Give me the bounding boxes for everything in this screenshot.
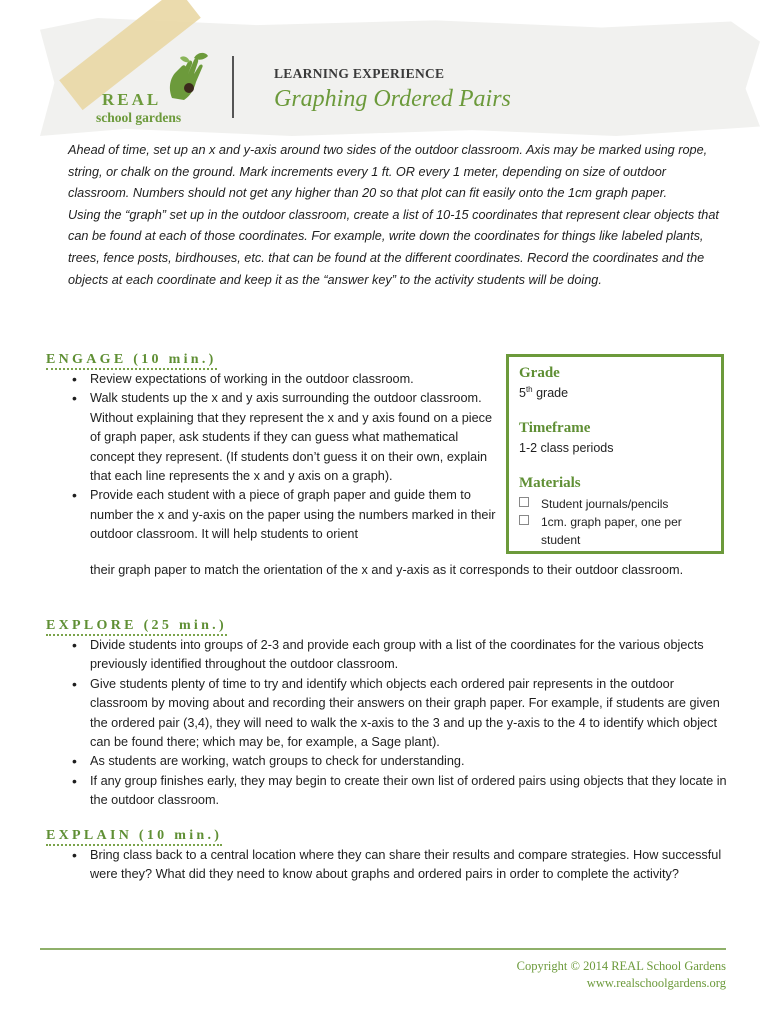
info-sidebar xyxy=(506,354,724,554)
checkbox-icon xyxy=(519,497,529,507)
materials-item-continued: student xyxy=(541,533,581,547)
copyright-text: Copyright © 2014 REAL School Gardens xyxy=(516,959,726,973)
materials-item: 1cm. graph paper, one per xyxy=(519,514,719,531)
explore-list xyxy=(68,636,728,811)
gardening-hands-icon xyxy=(164,52,210,102)
grade-heading: Grade xyxy=(519,365,560,381)
timeframe-value: 1-2 class periods xyxy=(519,441,614,455)
list-item: • Provide each student with a piece of graph paper and guide them to number the x and y-axis on the paper using the numbers marked in their outdoor classroom. It will help students to orient xyxy=(68,486,500,544)
list-item: • Bring class back to a central location where they can share their results and compare strategies. How successful were they? What did they need to know about graphs and ordered pairs in order to complete the activity? xyxy=(68,846,728,885)
list-item: • Give students plenty of time to try and identify which objects each ordered pair represents in the outdoor classroom by moving about and recording their answers on their graph paper. For example, if students are given the ordered pair (3,4), they will need to walk the x-axis to the 3 and up the y-axis to the 4 to identify which object can be found there; which may be, for example, a Sage plant). xyxy=(68,675,728,753)
grade-value: 5th grade xyxy=(519,385,569,401)
engage-list xyxy=(68,370,500,545)
list-item: • As students are working, watch groups to check for understanding. xyxy=(68,752,728,771)
explain-list xyxy=(68,846,728,885)
engage-continuation: their graph paper to match the orientation of the x and y-axis as it corresponds to their outdoor classroom. xyxy=(90,563,684,577)
explore-heading: EXPLORE (25 min.) xyxy=(46,618,227,636)
intro-paragraph: Using the “graph” set up in the outdoor classroom, create a list of 10-15 coordinates that represent clear objects that can be found at each of those coordinates. For example, write down the coordinates for things like labeled plants, trees, fence posts, birdhouses, etc. that can be found at the different coordinates. Record the coordinates and the objects at each coordinate and keep it as the “answer key” to the activity students will be doing. xyxy=(68,207,719,287)
logo-wordmark: REAL xyxy=(102,90,162,109)
logo xyxy=(82,52,222,132)
intro-paragraph: Ahead of time, set up an x and y-axis around two sides of the outdoor classroom. Axis may be marked using rope, string, or chalk on the ground. Mark increments every 1 ft. OR every 1 meter, depending on size of outdoor classroom. Numbers should not get any higher than 20 so that plot can fit easily onto the 1cm graph paper. xyxy=(68,143,708,201)
timeframe-heading: Timeframe xyxy=(519,420,591,436)
materials-heading: Materials xyxy=(519,475,581,491)
materials-item: Student journals/pencils xyxy=(519,496,719,513)
intro-text xyxy=(68,140,720,291)
checkbox-icon xyxy=(519,515,529,525)
list-item: • If any group finishes early, they may begin to create their own list of ordered pairs using objects that they locate in the outdoor classroom. xyxy=(68,772,728,811)
footer-divider xyxy=(40,948,726,950)
list-item: • Divide students into groups of 2-3 and provide each group with a list of the coordinates for the various objects previously identified throughout the outdoor classroom. xyxy=(68,636,728,675)
document-title: Graphing Ordered Pairs xyxy=(274,86,511,112)
document-kicker: LEARNING EXPERIENCE xyxy=(274,66,445,81)
logo-subtitle: school gardens xyxy=(96,110,182,125)
header-divider xyxy=(232,56,234,118)
website-link[interactable]: www.realschoolgardens.org xyxy=(586,976,726,990)
engage-heading: ENGAGE (10 min.) xyxy=(46,352,217,370)
footer xyxy=(517,958,726,992)
list-item: • Walk students up the x and y axis surrounding the outdoor classroom. Without explaining that they represent the x and y axis found on a piece of graph paper, ask students if they can guess what mathematical concept they represent. (If students don’t guess it on their own, explain that each line represents the x and y axis on a graph). xyxy=(68,389,500,486)
list-item: • Review expectations of working in the outdoor classroom. xyxy=(68,370,500,389)
explain-heading: EXPLAIN (10 min.) xyxy=(46,828,222,846)
